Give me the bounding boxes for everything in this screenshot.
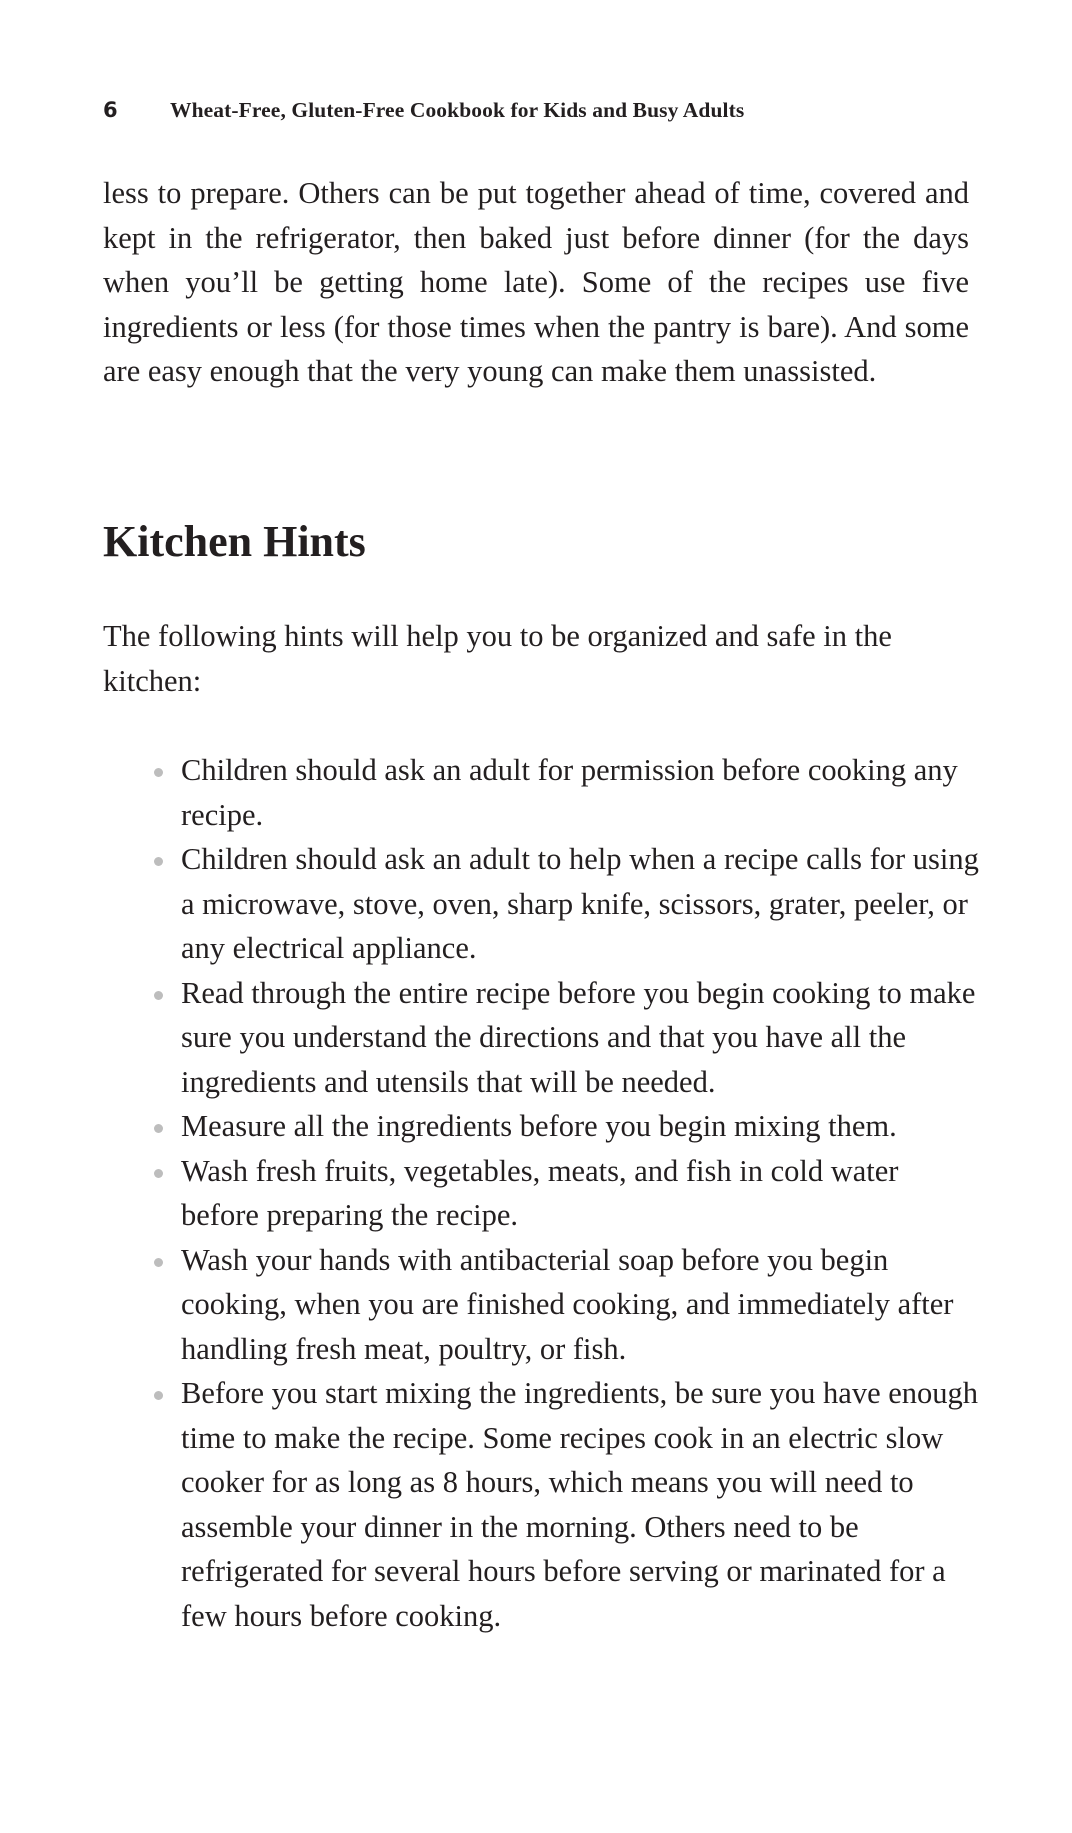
bullet-icon (154, 1391, 163, 1400)
hint-item (150, 971, 980, 1105)
hint-item (150, 1371, 980, 1638)
bullet-icon (154, 991, 163, 1000)
bullet-icon (154, 1169, 163, 1178)
section-heading: Kitchen Hints (103, 517, 366, 566)
kitchen-hints-list (150, 748, 980, 1638)
hint-text: Wash fresh fruits, vegetables, meats, and fish in cold water before preparing the recipe. (181, 1153, 899, 1232)
hint-item (150, 1238, 980, 1372)
hint-text: Before you start mixing the ingredients, be sure you have enough time to make the recipe. Some recipes cook in an electric slow cooker for as long as 8 hours, which means you will need to assemble your dinner in the morning. Others need to be refrigerated for several hours before serving or marinated for a few hours before cooking. (181, 1376, 979, 1633)
hint-text: Measure all the ingredients before you begin mixing them. (181, 1109, 897, 1143)
bullet-icon (154, 1124, 163, 1133)
book-title: Wheat-Free, Gluten-Free Cookbook for Kids and Busy Adults (170, 98, 745, 122)
section-lead-paragraph: The following hints will help you to be organized and safe in the kitchen: (103, 619, 892, 698)
running-head (103, 98, 744, 130)
bullet-icon (154, 768, 163, 777)
hint-item (150, 837, 980, 971)
bullet-icon (154, 1258, 163, 1267)
hint-text: Children should ask an adult for permission before cooking any recipe. (181, 753, 958, 832)
hint-item (150, 1104, 980, 1149)
hint-text: Read through the entire recipe before you begin cooking to make sure you understand the directions and that you have all the ingredients and utensils that will be needed. (181, 975, 976, 1099)
intro-paragraph: less to prepare. Others can be put together ahead of time, covered and kept in the refrigerator, then baked just before dinner (for the days when you’ll be getting home late). Some of the recipes use five ingredients or less (for those times when the pantry is bare). And some are easy enough that the very young can make them unassisted. (103, 176, 969, 388)
hint-item (150, 748, 980, 837)
page-number: 6 (103, 98, 118, 122)
hint-item (150, 1149, 980, 1238)
hint-text: Wash your hands with antibacterial soap before you begin cooking, when you are finished cooking, and immediately after handling fresh meat, poultry, or fish. (181, 1242, 954, 1366)
hint-text: Children should ask an adult to help when a recipe calls for using a microwave, stove, oven, sharp knife, scissors, grater, peeler, or any electrical appliance. (181, 842, 979, 965)
bullet-icon (154, 857, 163, 866)
